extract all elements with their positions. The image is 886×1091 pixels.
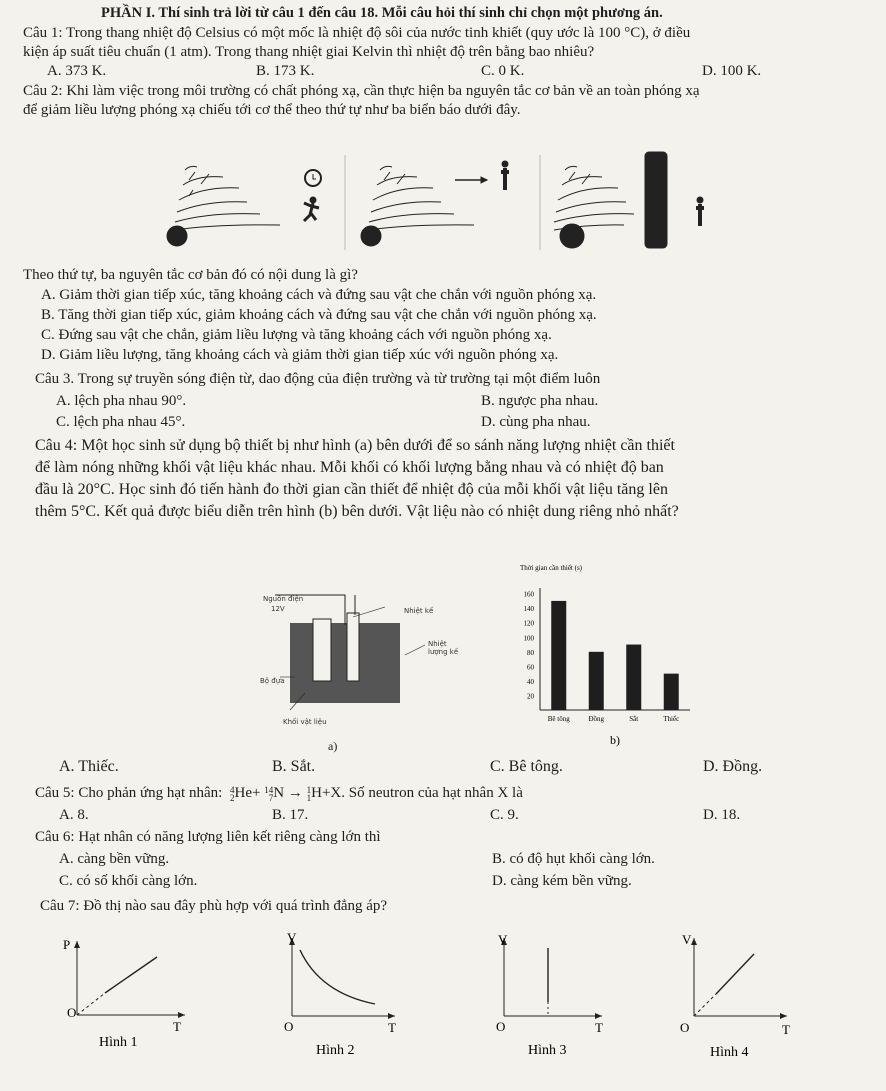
figure-b-bar-chart xyxy=(470,558,710,758)
graph-2-xlabel: T xyxy=(388,1020,396,1035)
he-num: 2 xyxy=(230,792,235,803)
q1-stem-line1: Câu 1: Trong thang nhiệt độ Celsius có một mốc là nhiệt độ sôi của nước tinh khiết (quy ước là 100 °C), ở điều xyxy=(23,25,691,41)
radiation-safety-signs xyxy=(165,150,725,250)
q2-stem-line2: để giảm liều lượng phóng xạ chiếu tới cơ thể theo thứ tự như ba biển báo dưới đây. xyxy=(23,102,521,118)
block-label: Khối vật liệu xyxy=(283,718,327,726)
graph-3-caption: Hình 3 xyxy=(528,1043,567,1058)
graph-4-caption: Hình 4 xyxy=(710,1045,749,1060)
q5-option-d[interactable]: D. 18. xyxy=(703,807,741,823)
graph-1-xlabel: T xyxy=(173,1019,181,1034)
graph-2 xyxy=(270,928,420,1065)
y-tick-label: 60 xyxy=(527,663,534,672)
sign-shielding-icon xyxy=(554,152,704,248)
q1-option-d[interactable]: D. 100 K. xyxy=(702,63,762,79)
material-block xyxy=(290,623,400,703)
q6-option-a[interactable]: A. càng bền vững. xyxy=(59,851,170,867)
q1-option-b[interactable]: B. 173 K. xyxy=(256,63,315,79)
q3-option-a[interactable]: A. lệch pha nhau 90°. xyxy=(56,393,187,409)
q2-option-b[interactable]: B. Tăng thời gian tiếp xúc, giảm khoảng cách và đứng sau vật che chắn với nguồn phóng xạ. xyxy=(41,307,597,323)
h-mass: 1 xyxy=(306,784,312,795)
q1-option-a[interactable]: A. 373 K. xyxy=(47,63,107,79)
voltage-label: 12V xyxy=(271,605,285,613)
graph-4-xlabel: T xyxy=(782,1022,790,1037)
graph-1 xyxy=(55,935,205,1065)
y-tick-label: 40 xyxy=(527,677,534,686)
n-num: 7 xyxy=(268,792,274,803)
graph-1-caption: Hình 1 xyxy=(99,1035,138,1050)
y-tick-label: 80 xyxy=(527,648,534,657)
section-header: PHẦN I. Thí sinh trả lời từ câu 1 đến câu 18. Mỗi câu hỏi thí sinh chỉ chọn một phương án. xyxy=(101,5,663,21)
bar xyxy=(551,601,566,710)
q4-stem-line2: để làm nóng những khối vật liệu khác nhau. Mỗi khối có khối lượng bằng nhau và có nhiệt độ ban xyxy=(35,459,664,476)
y-tick-label: 120 xyxy=(523,619,534,628)
x-tick-label: Sắt xyxy=(629,715,639,723)
stand-label: Bộ đựa xyxy=(260,677,285,685)
plus-sign-1: + xyxy=(252,785,261,801)
q5-option-a[interactable]: A. 8. xyxy=(59,807,89,823)
graph-4-line xyxy=(716,954,754,994)
graph-3-origin: O xyxy=(496,1019,506,1034)
y-tick-label: 100 xyxy=(523,634,534,643)
graph-1-line xyxy=(105,957,157,993)
graph-3-xlabel: T xyxy=(595,1020,603,1035)
n-symbol: N xyxy=(273,785,285,801)
thermometer-label: Nhiệt kế xyxy=(404,607,434,615)
q4-option-b[interactable]: B. Sắt. xyxy=(272,758,316,775)
h-symbol: H xyxy=(311,785,322,801)
h-num: 1 xyxy=(306,792,312,803)
q2-option-c[interactable]: C. Đứng sau vật che chắn, giảm liều lượng và tăng khoảng cách với nguồn phóng xạ. xyxy=(41,327,552,343)
q5-prefix: Câu 5: Cho phản ứng hạt nhân: xyxy=(35,785,223,801)
q4-stem-line1: Câu 4: Một học sinh sử dụng bộ thiết bị như hình (a) bên dưới để so sánh năng lượng nhiệt cần thiết xyxy=(35,437,675,454)
q6-option-d[interactable]: D. càng kém bền vững. xyxy=(492,873,632,889)
y-tick-label: 20 xyxy=(527,692,534,701)
bar xyxy=(589,652,604,710)
q5-option-b[interactable]: B. 17. xyxy=(272,807,309,823)
figure-b-label: b) xyxy=(610,733,620,747)
power-source-label: Nguồn điện xyxy=(263,595,304,603)
graph-2-ylabel: V xyxy=(287,930,297,945)
graph-2-curve xyxy=(300,950,375,1004)
sign-distance-icon xyxy=(361,155,540,250)
q3-stem: Câu 3. Trong sự truyền sóng điện từ, dao động của điện trường và từ trường tại một điểm luôn xyxy=(35,371,601,387)
x-tick-label: Thiếc xyxy=(663,715,680,723)
graph-2-origin: O xyxy=(284,1019,294,1034)
graph-4-ylabel: V xyxy=(682,932,692,947)
graph-1-ylabel: P xyxy=(63,937,71,952)
q2-stem-line1: Câu 2: Khi làm việc trong môi trường có chất phóng xạ, cần thực hiện ba nguyên tắc cơ bản về an toàn phóng xạ xyxy=(23,83,700,99)
q4-option-a[interactable]: A. Thiếc. xyxy=(59,758,119,775)
heater-label: Nhiệt lượng kế xyxy=(428,640,459,656)
q4-stem-line3: đầu là 20°C. Học sinh đó tiến hành đo thời gian cần thiết để nhiệt độ của mỗi khối vật liệu tăng lên xyxy=(35,481,668,498)
bar xyxy=(626,645,641,710)
q2-option-d[interactable]: D. Giảm liều lượng, tăng khoảng cách và giảm thời gian tiếp xúc với nguồn phóng xạ. xyxy=(41,347,559,363)
he-mass: 4 xyxy=(230,784,235,795)
q6-option-c[interactable]: C. có số khối càng lớn. xyxy=(59,873,198,889)
graph-4-origin: O xyxy=(680,1020,690,1035)
graph-4 xyxy=(672,928,822,1065)
n-mass: 14 xyxy=(264,784,274,795)
q4-option-c[interactable]: C. Bê tông. xyxy=(490,758,563,775)
graph-1-origin: O xyxy=(67,1005,77,1020)
q6-option-b[interactable]: B. có độ hụt khối càng lớn. xyxy=(492,851,655,867)
q5-suffix: +X. Số neutron của hạt nhân X là xyxy=(321,785,523,801)
x-tick-label: Đồng xyxy=(588,715,605,723)
chart-title: Thời gian cần thiết (s) xyxy=(520,564,583,572)
figure-a-label: a) xyxy=(328,739,338,753)
y-tick-label: 160 xyxy=(523,590,534,599)
q2-question: Theo thứ tự, ba nguyên tắc cơ bản đó có nội dung là gì? xyxy=(23,267,358,283)
graph-3 xyxy=(482,928,632,1065)
y-tick-label: 140 xyxy=(523,605,534,614)
q5-stem xyxy=(35,784,523,802)
q1-stem-line2: kiện áp suất tiêu chuẩn (1 atm). Trong thang nhiệt giai Kelvin thì nhiệt độ trên bằng bao nhiêu? xyxy=(23,44,595,60)
q4-option-d[interactable]: D. Đồng. xyxy=(703,758,763,775)
q7-stem: Câu 7: Đồ thị nào sau đây phù hợp với quá trình đẳng áp? xyxy=(40,898,388,914)
q1-option-c[interactable]: C. 0 K. xyxy=(481,63,525,79)
graph-3-ylabel: V xyxy=(498,932,508,947)
x-tick-label: Bê tông xyxy=(547,715,570,723)
q2-option-a[interactable]: A. Giảm thời gian tiếp xúc, tăng khoảng cách và đứng sau vật che chắn với nguồn phóng xạ. xyxy=(41,287,597,303)
q3-option-d[interactable]: D. cùng pha nhau. xyxy=(481,414,591,430)
graph-2-caption: Hình 2 xyxy=(316,1043,355,1058)
q3-option-b[interactable]: B. ngược pha nhau. xyxy=(481,393,599,409)
sign-time-icon xyxy=(167,155,345,250)
q5-option-c[interactable]: C. 9. xyxy=(490,807,519,823)
reaction-arrow: → xyxy=(287,785,303,801)
q3-option-c[interactable]: C. lệch pha nhau 45°. xyxy=(56,414,186,430)
he-symbol: He xyxy=(234,785,253,801)
q6-stem: Câu 6: Hạt nhân có năng lượng liên kết riêng càng lớn thì xyxy=(35,829,381,845)
q4-stem-line4: thêm 5°C. Kết quả được biểu diễn trên hình (b) bên dưới. Vật liệu nào có nhiệt dung riêng nhỏ nhất? xyxy=(35,503,679,520)
bar xyxy=(664,674,679,710)
